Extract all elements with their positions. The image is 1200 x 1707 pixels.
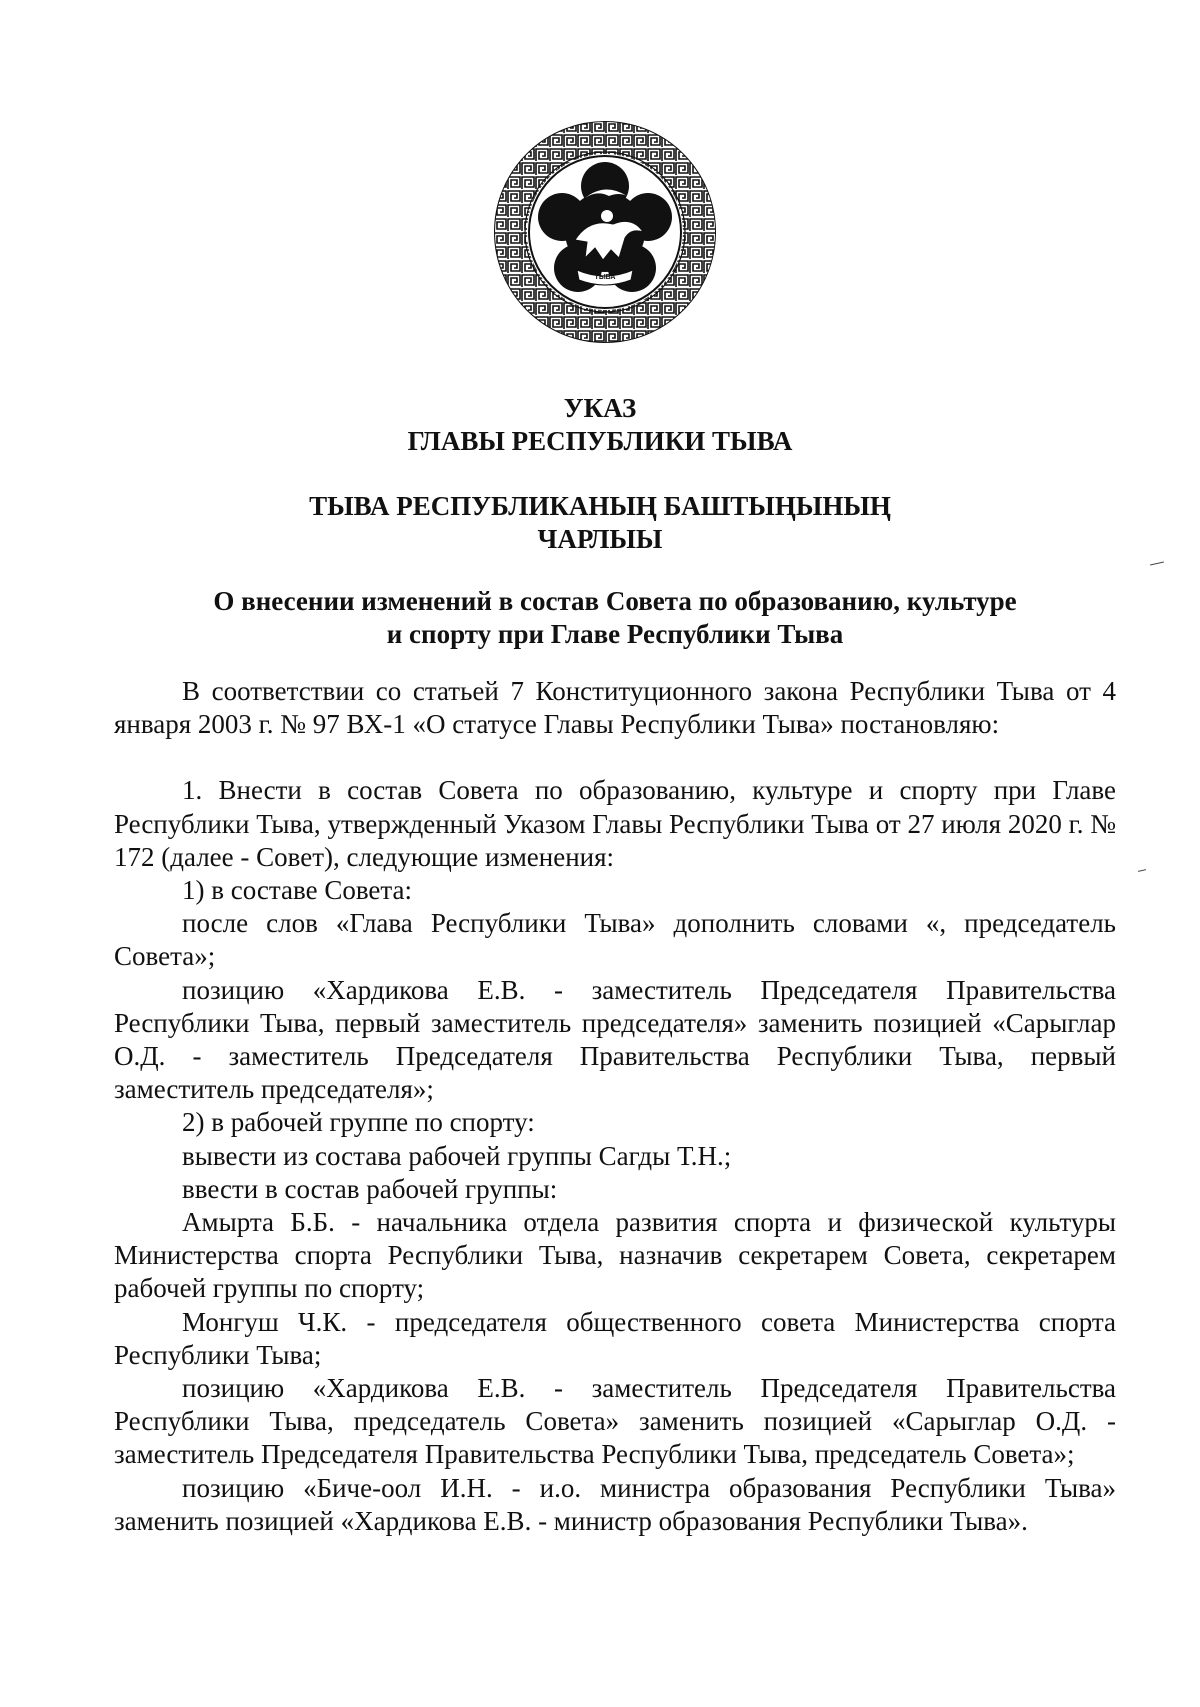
decree-header-russian xyxy=(0,392,1200,458)
head-of-republic-line: ГЛАВЫ РЕСПУБЛИКИ ТЫВА xyxy=(407,426,793,456)
preamble-paragraph: В соответствии со статьей 7 Конституционного закона Республики Тыва от 4 января 2003 г. № 97 ВХ-1 «О статусе Главы Республики Тыва» постановляю: xyxy=(114,676,1116,740)
item-1-paragraph: 1. Внести в состав Совета по образованию, культуре и спорту при Главе Республики Тыва, утвержденный Указом Главы Республики Тыва от 27 июля 2020 г. № 172 (далее - Совет), следующие изменения: xyxy=(114,775,1116,872)
decree-header-tuvan xyxy=(0,490,1200,556)
title-line-2: и спорту при Главе Республики Тыва xyxy=(386,619,844,649)
subitem-2-heading: 2) в рабочей группе по спорту: xyxy=(182,1107,535,1138)
body-paragraph: позицию «Хардикова Е.В. - заместитель Председателя Правительства Республики Тыва, первый заместитель председателя» заменить позицией «Сарыглар О.Д. - заместитель Председателя Правительства Республики Тыва, первый заместитель председателя»; xyxy=(114,974,1116,1105)
body-paragraph: позицию «Биче-оол И.Н. - и.о. министра образования Республики Тыва» заменить позицией «Хардикова Е.В. - министр образования Республики Тыва». xyxy=(114,1472,1116,1536)
body-paragraph: позицию «Хардикова Е.В. - заместитель Председателя Правительства Республики Тыва, председатель Совета» заменить позицией «Сарыглар О.Д. - заместитель Председателя Правительства Республики Тыва, председатель Совета»; xyxy=(114,1373,1116,1470)
title-line-1: О внесении изменений в состав Совета по образованию, культуре xyxy=(213,586,1017,616)
scan-mark xyxy=(1150,562,1164,566)
emblem-label: ТЫВА xyxy=(594,274,616,281)
body-paragraph: Амырта Б.Б. - начальника отдела развития спорта и физической культуры Министерства спорта Республики Тыва, назначив секретарем Совета, секретарем рабочей группы по спорту; xyxy=(114,1207,1116,1304)
body-paragraph: после слов «Глава Республики Тыва» дополнить словами «, председатель Совета»; xyxy=(114,908,1116,972)
scan-mark xyxy=(1138,869,1146,872)
body-paragraph: Монгуш Ч.К. - председателя общественного совета Министерства спорта Республики Тыва; xyxy=(114,1306,1116,1370)
subitem-1-heading: 1) в составе Совета: xyxy=(182,875,413,906)
body-paragraph: ввести в состав рабочей группы: xyxy=(182,1173,558,1204)
body-paragraph: вывести из состава рабочей группы Сагды Т.Н.; xyxy=(182,1140,732,1171)
tuvan-head-line: ТЫВА РЕСПУБЛИКАНЫҢ БАШТЫҢЫНЫҢ xyxy=(309,491,891,521)
document-body xyxy=(114,675,1116,1538)
tuva-coat-of-arms-icon xyxy=(493,120,717,344)
tuvan-decree-word: ЧАРЛЫЫ xyxy=(537,524,663,554)
decree-word: УКАЗ xyxy=(563,393,637,423)
document-title xyxy=(110,585,1120,651)
